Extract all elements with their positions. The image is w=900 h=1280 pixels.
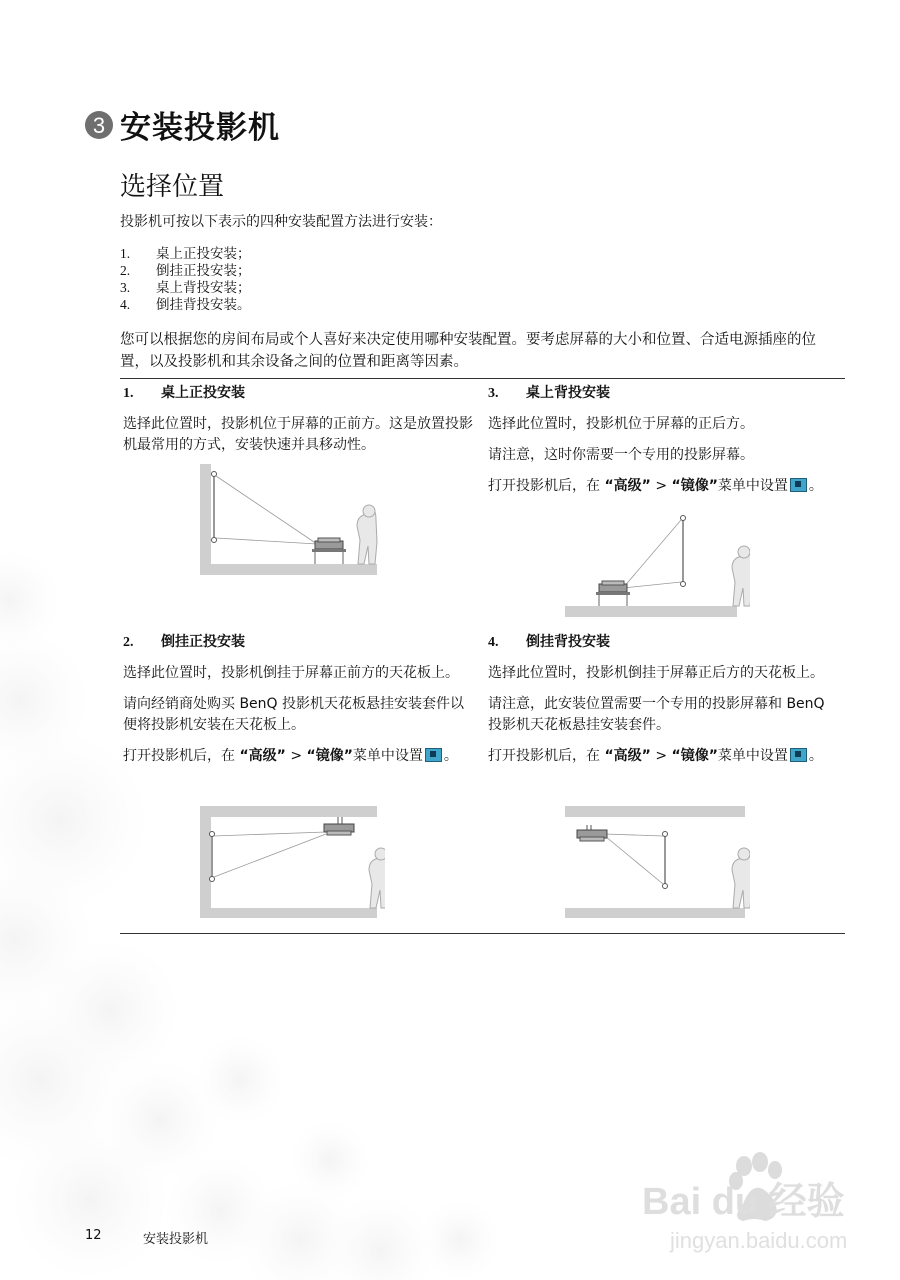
front-table-diagram (200, 464, 380, 576)
cell-number: 4. (488, 635, 499, 650)
list-item-label: 倒挂背投安装。 (156, 297, 251, 313)
cell-rear-ceiling (488, 632, 838, 777)
menu-separator: > (655, 748, 668, 764)
instruction-text: 菜单中设置 (717, 748, 788, 764)
instruction-period: 。 (443, 748, 458, 764)
list-item-number: 4. (120, 297, 131, 312)
cell-title: 倒挂正投安装 (161, 634, 245, 650)
intro-text: 投影机可按以下表示的四种安装配置方法进行安装： (120, 214, 442, 230)
list-item (120, 296, 251, 313)
list-item-label: 倒挂正投安装； (156, 263, 251, 279)
rear-ceiling-diagram (565, 806, 750, 921)
footer-title: 安装投影机 (143, 1232, 209, 1247)
menu-mirror-label: “镜像” (671, 478, 718, 494)
instruction-period: 。 (808, 478, 823, 494)
menu-mirror-label: “镜像” (306, 748, 353, 764)
watermark-url-text: jingyan.baidu.com (670, 1228, 848, 1253)
mirror-rear-icon (790, 478, 807, 492)
cell-paragraph: 选择此位置时，投影机位于屏幕的正后方。 (488, 416, 754, 432)
instruction-period: 。 (808, 748, 823, 764)
menu-separator: > (655, 478, 668, 494)
cell-paragraph: 选择此位置时，投影机倒挂于屏幕正前方的天花板上。 (123, 665, 459, 681)
chapter-title: 安装投影机 (120, 110, 280, 146)
table-top-rule (120, 378, 845, 379)
cell-heading (488, 632, 838, 653)
cell-paragraph: 选择此位置时，投影机倒挂于屏幕正后方的天花板上。 (488, 665, 824, 681)
mirror-instruction (488, 746, 838, 767)
list-item-number: 2. (120, 263, 131, 278)
cell-number: 3. (488, 386, 499, 401)
list-item (120, 262, 251, 279)
list-item-label: 桌上正投安装； (156, 246, 251, 262)
instruction-text: 菜单中设置 (717, 478, 788, 494)
chapter-number-badge: 3 (85, 111, 113, 139)
mirror-instruction (123, 746, 473, 767)
baidu-jingyan-watermark (640, 1148, 850, 1258)
cell-paragraph: 请向经销商处购买 BenQ 投影机天花板悬挂安装套件以便将投影机安装在天花板上。 (123, 696, 465, 733)
cell-title: 桌上正投安装 (161, 385, 245, 401)
section-title: 选择位置 (120, 172, 225, 202)
cell-heading (123, 632, 473, 653)
list-item-number: 1. (120, 246, 131, 261)
cell-title: 桌上背投安装 (526, 385, 610, 401)
list-item (120, 279, 251, 296)
instruction-text: 打开投影机后，在 (488, 748, 600, 764)
cell-paragraph: 请注意，这时你需要一个专用的投影屏幕。 (488, 447, 754, 463)
cell-number: 1. (123, 386, 134, 401)
list-item-number: 3. (120, 280, 131, 295)
menu-mirror-label: “镜像” (671, 748, 718, 764)
mirror-rear-ceiling-icon (790, 748, 807, 762)
mirror-ceiling-icon (425, 748, 442, 762)
option-list (120, 245, 251, 313)
list-item-label: 桌上背投安装； (156, 280, 251, 296)
menu-advanced-label: “高级” (604, 478, 651, 494)
placement-note: 您可以根据您的房间布局或个人喜好来决定使用哪种安装配置。要考虑屏幕的大小和位置、合适电源插座的位置，以及投影机和其余设备之间的位置和距离等因素。 (120, 332, 816, 370)
cell-title: 倒挂背投安装 (526, 634, 610, 650)
cell-rear-table (488, 383, 838, 507)
cell-front-table (123, 383, 473, 466)
cell-paragraph: 选择此位置时，投影机位于屏幕的正前方。这是放置投影机最常用的方式，安装快速并具移动性。 (123, 416, 473, 453)
table-bottom-rule (120, 933, 845, 934)
rear-table-diagram (565, 510, 750, 620)
cell-paragraph: 请注意，此安装位置需要一个专用的投影屏幕和 BenQ 投影机天花板悬挂安装套件。 (488, 696, 825, 733)
cell-number: 2. (123, 635, 134, 650)
menu-advanced-label: “高级” (239, 748, 286, 764)
instruction-text: 菜单中设置 (352, 748, 423, 764)
cell-heading (123, 383, 473, 404)
instruction-text: 打开投影机后，在 (488, 478, 600, 494)
page-number: 12 (85, 1228, 102, 1243)
mirror-instruction (488, 476, 838, 497)
watermark-brand-text: Bai du 经验 (642, 1181, 845, 1223)
menu-advanced-label: “高级” (604, 748, 651, 764)
instruction-text: 打开投影机后，在 (123, 748, 235, 764)
menu-separator: > (290, 748, 303, 764)
cell-front-ceiling (123, 632, 473, 777)
cell-heading (488, 383, 838, 404)
list-item (120, 245, 251, 262)
front-ceiling-diagram (200, 806, 385, 921)
